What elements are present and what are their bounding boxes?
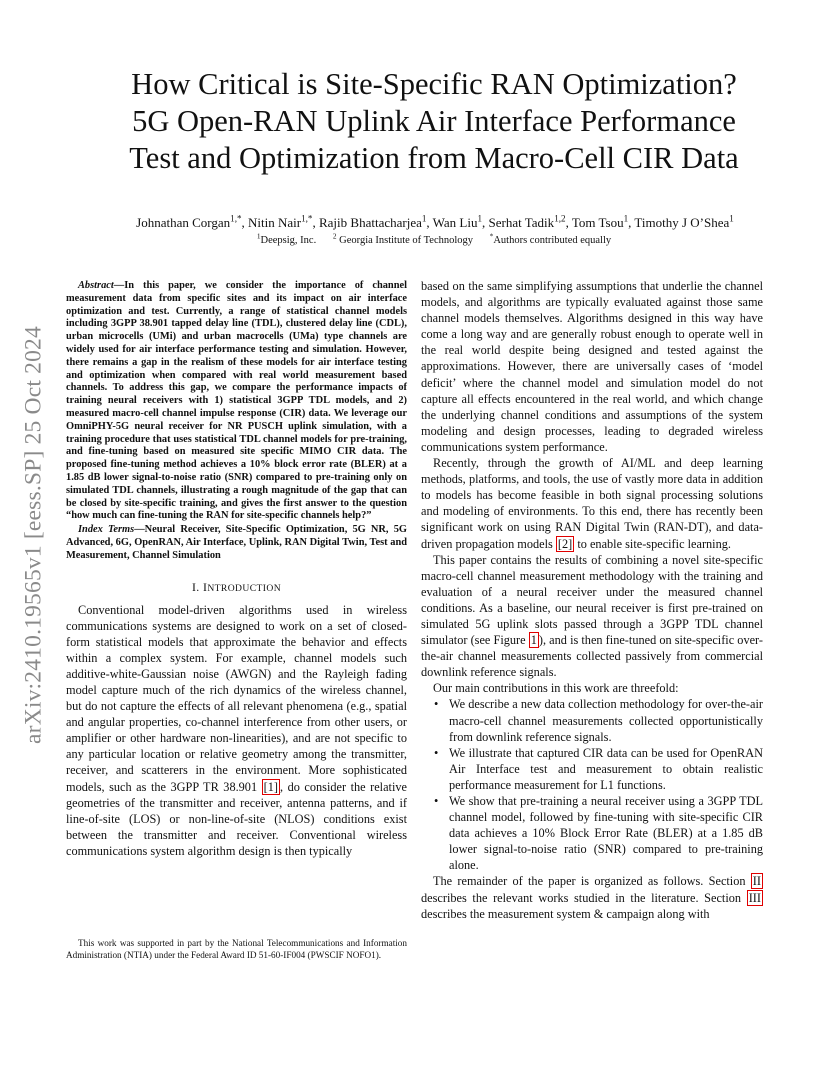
index-terms-label: Index Terms — [78, 524, 135, 536]
affiliation: $^1$Deepsig, Inc. — [256, 231, 317, 246]
abstract-label: Abstract — [78, 280, 114, 291]
list-item: • We show that pre-training a neural receiver using a 3GPP TDL channel model, followed by fine-tuning with site-specific CIR data achieves a 10% Block Error Rate (BLER) at a 1.85 dB lower signal-to-noise ratio (SNR) compared to pre-training alone. — [449, 793, 763, 873]
author-name: Timothy J O’Shea — [634, 215, 730, 230]
citation-link[interactable]: [2] — [557, 536, 573, 551]
title-line: Test and Optimization from Macro-Cell CIR Data — [129, 141, 739, 175]
contributions-list — [421, 696, 763, 873]
section-link[interactable]: III — [748, 890, 761, 905]
author-affiliation-mark: 1,* — [230, 213, 242, 224]
author-name: Rajib Bhattacharjea — [318, 215, 422, 230]
left-column — [66, 280, 407, 859]
affiliation: *Authors contributed equally — [489, 231, 612, 246]
author-affiliation-mark: 1 — [729, 213, 734, 224]
body-paragraph: This paper contains the results of combining a novel site-specific macro-cell channel measurement methodology with the training and evaluation of a neural receiver under the measured channel conditions. As a baseline, our neural receiver is first pre-trained on simulated 5G uplink slots passed through a 3GPP TDL channel simulator (see Figure 1 ), and is then fine-tuned on site-specific over-the-air channel measurements collected passively from commercial downlink reference signals. — [421, 552, 763, 680]
paper-title — [60, 66, 808, 177]
author-name: Nitin Nair — [248, 215, 302, 230]
author-affiliation-mark: 1,2 — [554, 213, 566, 224]
citation-link[interactable]: [1] — [263, 779, 278, 794]
section-heading: I. INTRODUCTION — [191, 579, 282, 594]
author-name: Wan Liu — [432, 215, 478, 230]
body-paragraph: Recently, through the growth of AI/ML and deep learning methods, platforms, and tools, the use of vastly more data in addition to models has become feasible in both signal processing solutions and modeling of environments. To this end, there has recently been significant work on using RAN Digital Twin (RAN-DT), and data-driven propagation models [2] to enable site-specific learning. — [421, 456, 763, 551]
index-terms-text: Neural Receiver, Site-Specific Optimization, 5G NR, 5G Advanced, 6G, OpenRAN, Air Interface, Uplink, RAN Digital Twin, Test and Measurement, Channel Simulation — [66, 524, 407, 561]
author-name: Tom Tsou — [571, 215, 624, 230]
intro-paragraph: Conventional model-driven algorithms used in wireless communications systems are designed to work on a set of closed-form statistical models that approximate the behavior and effects within a complex system. For example, channel models such additive-white-Gaussian noise (AWGN) and the Rayleigh fading model capture much of the rich dynamics of the wireless channel, but do not capture the effects of all relevant phenomena (e.g., spatial and angular properties, co-channel interference from other users, or amplifier or other hardware non-linearities), and are not specific to any particular location or relative geometry among the transmitter, receiver, and scatterers in the environment. More sophisticated models, such as the 3GPP TR 38.901 [1] , do consider the relative geometries of the transmitter and receiver, antenna patterns, and if line-of-site (LOS) or non-line-of-site (NLOS) conditions exist between the transmitter and receiver. Conventional wireless communications system algorithm design is then typically — [66, 602, 408, 858]
abstract: Abstract—In this paper, we consider the importance of channel measurement data from specific sites and its impact on air interface optimization and test. Currently, a range of statistical channel models including 3GPP 38.901 tapped delay line (TDL), clustered delay line (CDL), urban microcells (UMi) and urban macrocells (UMa) type channels are widely used for air interface performance testing and simulation. However, there remains a gap in the realism of these models for air interface testing and optimization when compared with real world measurement based channels. To address this gap, we compare the performance impacts of training neural receivers with 1) statistical 3GPP TDL models, and 2) measured macro-cell channel impulse response (CIR) data. We leverage our OmniPHY-5G neural receiver for NR PUSCH uplink simulation, with a training procedure that uses statistical TDL channel models for pre-training, and fine-tuning based on measured site specific MIMO CIR data. The proposed fine-tuning method achieves a 10% block error rate (BLER) at a 1.85 dB lower signal-to-noise ratio (SNR) compared to pre-training only on simulated TDL channels, illustrating a rough magnitude of the gap that can be closed by site-specific training, and gives the first answer to the question “how much can fine-tuning the RAN for site-specific channels help?” — [66, 280, 407, 522]
author-affiliation-mark: 1 — [421, 213, 427, 224]
author-name: Johnathan Corgan — [136, 215, 231, 230]
abstract-text: In this paper, we consider the importance of channel measurement data from specific sites and its impact on air interface optimization and test. Currently, a range of statistical channel models including 3GPP 38.901 tapped delay line (TDL), clustered delay line (CDL), urban microcells (UMi) and urban macrocells (UMa) type channels are widely used for air interface performance testing and simulation. However, there remains a gap in the realism of these models for air interface testing and optimization when compared with real world measurement based channels. To address this gap, we compare the performance impacts of training neural receivers with 1) statistical 3GPP TDL models, and 2) measured macro-cell channel impulse response (CIR) data. We leverage our OmniPHY-5G neural receiver for NR PUSCH uplink simulation, with a training procedure that uses statistical TDL channel models for pre-training, and fine-tuning based on measured site specific MIMO CIR data. The proposed fine-tuning method achieves a 10% block error rate (BLER) at a 1.85 dB lower signal-to-noise ratio (SNR) compared to pre-training only on simulated TDL channels, illustrating a rough magnitude of the gap that can be closed by site-specific training, and gives the first answer to the question “how much can fine-tuning the RAN for site-specific channels help?” — [66, 280, 407, 522]
author-name: Serhat Tadik — [488, 215, 555, 230]
arxiv-identifier — [8, 290, 60, 780]
funding-footnote: This work was supported in part by the National Telecommunications and Information Administration (NTIA) under the Federal Award ID 51-60-IF004 (PWSCIF NOFO1). — [66, 938, 407, 960]
list-item: • We illustrate that captured CIR data can be used for OpenRAN Air Interface test and measurement to obtain realistic performance measurement for L1 functions. — [449, 745, 763, 793]
author-affiliation-mark: 1 — [623, 213, 629, 224]
index-terms: Index Terms—Neural Receiver, Site-Specific Optimization, 5G NR, 5G Advanced, 6G, OpenRAN, Air Interface, Uplink, RAN Digital Twin, Test and Measurement, Channel Simulation — [66, 524, 407, 561]
contributions-intro: Our main contributions in this work are threefold: — [433, 681, 679, 696]
affiliations — [60, 231, 808, 247]
list-item: • We describe a new data collection methodology for over-the-air macro-cell channel measurements collected opportunistically from downlink reference signals. — [449, 696, 763, 744]
figure-link[interactable]: 1 — [530, 633, 537, 648]
author-list: Johnathan Corgan$^{1,*}$, Nitin Nair$^{1,*}$, Rajib Bhattacharjea$^1$, Wan Liu$^1$, Serhat Tadik$^{1,2}$, Tom Tsou$^1$, Timothy J O’Shea$^1$ — [136, 213, 734, 230]
affiliation: $^2$ Georgia Institute of Technology — [332, 231, 474, 246]
title-line: How Critical is Site-Specific RAN Optimization? — [131, 67, 737, 101]
section-link[interactable]: II — [752, 874, 761, 889]
author-affiliation-mark: 1,* — [301, 213, 313, 224]
title-line: 5G Open-RAN Uplink Air Interface Performance — [132, 104, 736, 138]
author-affiliation-mark: 1 — [477, 213, 483, 224]
body-paragraph: based on the same simplifying assumptions that underlie the channel models, and algorithms are typically evaluated against those same channel models themselves. Algorithms designed in this way have come a long way and are generally robust enough to operate well in the real world despite being designed and tested against the approximations. However, there are universally cases of ‘model deficit’ where the channel model and simulation model do not capture all effects encountered in the real world, and which change the underlying channel conditions and assumptions of the system modeling and design processes, leading to degraded wireless communications system performance. — [421, 279, 763, 454]
body-paragraph: The remainder of the paper is organized as follows. Section II describes the relevant works studied in the literature. Section III describes the measurement system & campaign along with — [421, 874, 761, 921]
right-column — [421, 278, 763, 922]
arxiv-identifier-text: arXiv:2410.19565v1 [eess.SP] 25 Oct 2024 — [20, 326, 47, 744]
